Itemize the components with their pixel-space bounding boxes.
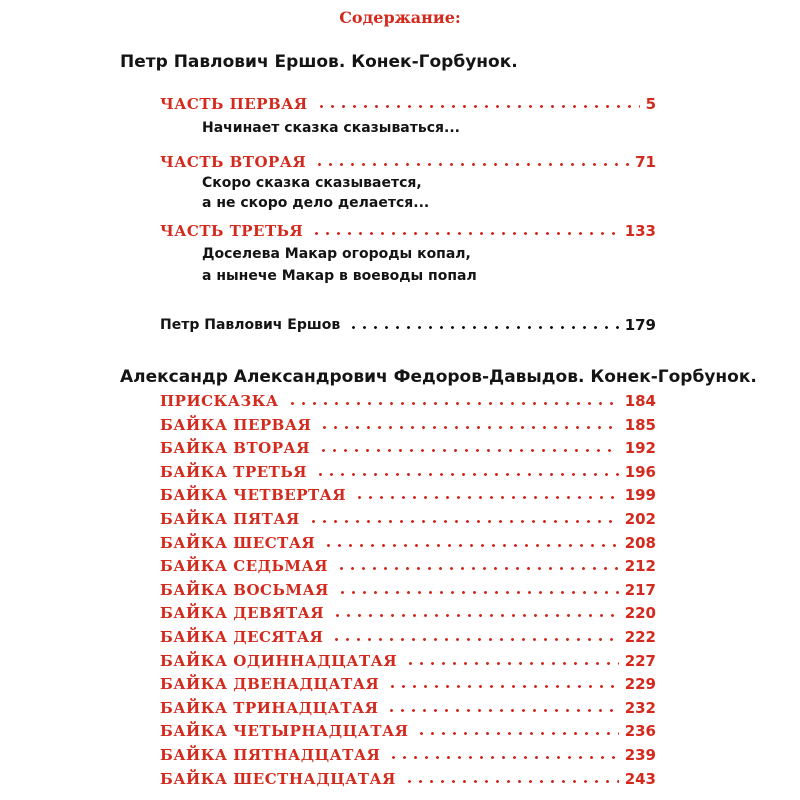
toc-entry-page-number: 202 bbox=[624, 510, 656, 528]
toc-entry[interactable] bbox=[160, 554, 656, 576]
dot-leader bbox=[311, 232, 618, 235]
toc-entry-title: БАЙКА ШЕСТНАДЦАТАЯ bbox=[160, 770, 396, 788]
toc-entry[interactable] bbox=[160, 413, 656, 435]
toc-entry-page-number: 243 bbox=[624, 770, 656, 788]
toc-entry-title: БАЙКА ДВЕНАДЦАТАЯ bbox=[160, 675, 380, 693]
toc-entry-page-number: 232 bbox=[624, 699, 656, 717]
toc-entry[interactable] bbox=[160, 460, 656, 482]
toc-entry-subtitle: а не скоро дело делается... bbox=[202, 195, 430, 211]
dot-leader bbox=[354, 496, 619, 499]
toc-entry-page-number: 220 bbox=[624, 604, 656, 622]
toc-entry[interactable] bbox=[160, 743, 656, 765]
toc-entry[interactable] bbox=[160, 767, 656, 789]
dot-leader bbox=[404, 780, 619, 783]
toc-entry[interactable] bbox=[160, 389, 656, 411]
toc-entry-title: БАЙКА ОДИННАДЦАТАЯ bbox=[160, 652, 398, 670]
dot-leader bbox=[316, 105, 640, 108]
dot-leader bbox=[314, 163, 629, 166]
toc-entry-title: БАЙКА ТРИНАДЦАТАЯ bbox=[160, 699, 379, 717]
toc-entry-title: БАЙКА ВОСЬМАЯ bbox=[160, 581, 329, 599]
toc-entry[interactable] bbox=[160, 150, 656, 172]
toc-entry-subtitle: Начинает сказка сказываться... bbox=[202, 120, 460, 136]
toc-entry-page-number: 239 bbox=[624, 746, 656, 764]
toc-entry-title: БАЙКА ТРЕТЬЯ bbox=[160, 463, 307, 481]
toc-entry-page-number: 229 bbox=[624, 675, 656, 693]
dot-leader bbox=[336, 567, 619, 570]
toc-entry-page-number: 196 bbox=[624, 463, 656, 481]
toc-entry-title: БАЙКА ДЕВЯТАЯ bbox=[160, 604, 325, 622]
toc-entry-page-number: 212 bbox=[624, 557, 656, 575]
toc-entry-subtitle: а нынече Макар в воеводы попал bbox=[202, 268, 477, 284]
toc-entry[interactable] bbox=[160, 507, 656, 529]
toc-entry-page-number: 179 bbox=[624, 316, 656, 334]
toc-entry-page-number: 133 bbox=[624, 222, 656, 240]
toc-entry-title: ЧАСТЬ ПЕРВАЯ bbox=[160, 95, 308, 113]
dot-leader bbox=[388, 756, 618, 759]
section-heading-fedorov-davydov: Александр Александрович Федоров-Давыдов. Конек-Горбунок. bbox=[120, 367, 757, 387]
toc-entry[interactable] bbox=[160, 531, 656, 553]
toc-entry[interactable] bbox=[160, 92, 656, 114]
toc-entry-title: БАЙКА ЧЕТЫРНАДЦАТАЯ bbox=[160, 722, 409, 740]
toc-entry-page-number: 199 bbox=[624, 486, 656, 504]
dot-leader bbox=[405, 662, 619, 665]
toc-entry[interactable] bbox=[160, 672, 656, 694]
toc-entry-title: БАЙКА ШЕСТАЯ bbox=[160, 534, 316, 552]
toc-entry-title: Петр Павлович Ершов bbox=[160, 317, 341, 333]
toc-entry-page-number: 217 bbox=[624, 581, 656, 599]
toc-entry[interactable] bbox=[160, 578, 656, 600]
toc-entry-title: ПРИСКАЗКА bbox=[160, 392, 279, 410]
toc-entry[interactable] bbox=[160, 436, 656, 458]
toc-entry[interactable] bbox=[160, 719, 656, 741]
dot-leader bbox=[287, 402, 619, 405]
toc-entry-title: БАЙКА ДЕСЯТАЯ bbox=[160, 628, 324, 646]
dot-leader bbox=[308, 520, 619, 523]
toc-entry-page-number: 236 bbox=[624, 722, 656, 740]
toc-entry-title: ЧАСТЬ ТРЕТЬЯ bbox=[160, 222, 304, 240]
toc-entry-page-number: 222 bbox=[624, 628, 656, 646]
dot-leader bbox=[315, 473, 619, 476]
toc-entry-page-number: 184 bbox=[624, 392, 656, 410]
toc-entry-page-number: 71 bbox=[635, 153, 656, 171]
toc-entry-page-number: 5 bbox=[645, 95, 656, 113]
toc-entry-page-number: 185 bbox=[624, 416, 656, 434]
toc-entry[interactable] bbox=[160, 601, 656, 623]
dot-leader bbox=[331, 638, 618, 641]
toc-entry-page-number: 227 bbox=[624, 652, 656, 670]
toc-entry-title: БАЙКА СЕДЬМАЯ bbox=[160, 557, 328, 575]
toc-entry-title: БАЙКА ПЕРВАЯ bbox=[160, 416, 312, 434]
dot-leader bbox=[332, 614, 619, 617]
toc-entry[interactable] bbox=[160, 625, 656, 647]
toc-entry-title: ЧАСТЬ ВТОРАЯ bbox=[160, 153, 307, 171]
toc-entry-page-number: 208 bbox=[624, 534, 656, 552]
dot-leader bbox=[348, 326, 618, 329]
toc-entry-title: БАЙКА ПЯТНАДЦАТАЯ bbox=[160, 746, 381, 764]
toc-entry-author[interactable] bbox=[160, 313, 656, 335]
toc-entry-title: БАЙКА ВТОРАЯ bbox=[160, 439, 310, 457]
page-title: Содержание: bbox=[339, 8, 461, 27]
toc-entry[interactable] bbox=[160, 649, 656, 671]
dot-leader bbox=[337, 591, 619, 594]
toc-entry[interactable] bbox=[160, 483, 656, 505]
section-heading-ershov: Петр Павлович Ершов. Конек-Горбунок. bbox=[120, 52, 518, 72]
toc-entry[interactable] bbox=[160, 219, 656, 241]
toc-entry-title: БАЙКА ЧЕТВЕРТАЯ bbox=[160, 486, 347, 504]
dot-leader bbox=[318, 449, 619, 452]
dot-leader bbox=[416, 732, 618, 735]
dot-leader bbox=[323, 544, 618, 547]
dot-leader bbox=[386, 709, 618, 712]
toc-entry-subtitle: Скоро сказка сказывается, bbox=[202, 175, 422, 191]
dot-leader bbox=[319, 426, 618, 429]
toc-entry-title: БАЙКА ПЯТАЯ bbox=[160, 510, 300, 528]
toc-entry[interactable] bbox=[160, 696, 656, 718]
toc-entry-subtitle: Доселева Макар огороды копал, bbox=[202, 246, 471, 262]
toc-entry-page-number: 192 bbox=[624, 439, 656, 457]
dot-leader bbox=[387, 685, 618, 688]
